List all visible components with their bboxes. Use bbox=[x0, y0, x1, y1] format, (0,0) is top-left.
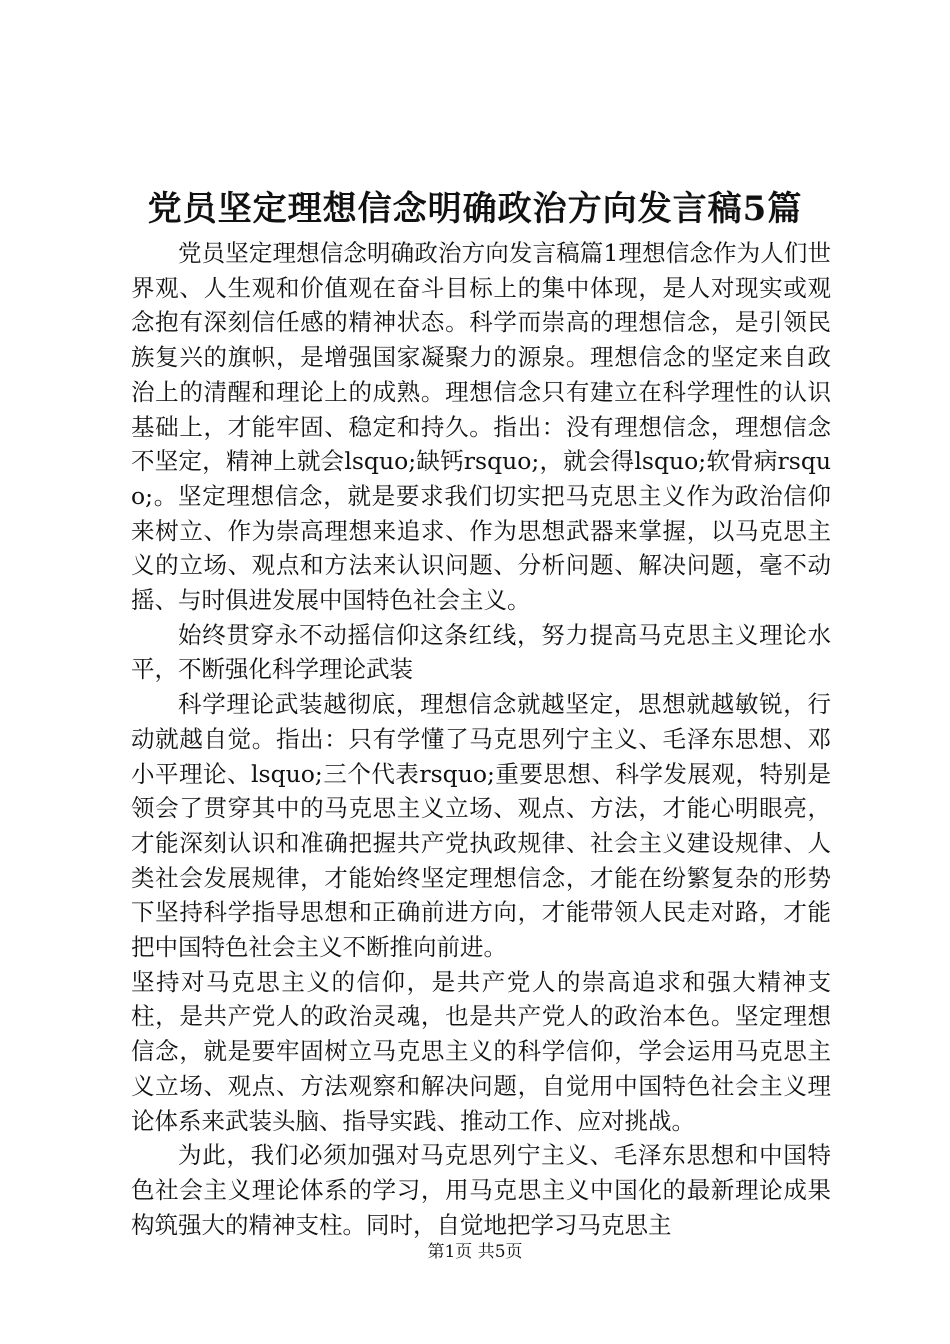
paragraph-theory-armament: 科学理论武装越彻底，理想信念就越坚定，思想就越敏锐，行动就越自觉。指出：只有学懂了马克思列宁主义、毛泽东思想、邓小平理论、lsquo;三个代表rsquo;重要思想、科学发展观，特别是领会了贯穿其中的马克思主义立场、观点、方法，才能心明眼亮，才能深刻认识和准确把握共产党执政规律、社会主义建设规律、人类社会发展规律，才能始终坚定理想信念，才能在纷繁复杂的形势下坚持科学指导思想和正确前进方向，才能带领人民走对路，才能把中国特色社会主义不断推向前进。 bbox=[131, 690, 831, 962]
paragraph-study: 为此，我们必须加强对马克思列宁主义、毛泽东思想和中国特色社会主义理论体系的学习，用马克思主义中国化的最新理论成果构筑强大的精神支柱。同时，自觉地把学习马克思主 bbox=[131, 1141, 831, 1239]
paragraph-intro: 党员坚定理想信念明确政治方向发言稿篇1理想信念作为人们世界观、人生观和价值观在奋斗目标上的集中体现，是人对现实或观念抱有深刻信任感的精神状态。科学而崇高的理想信念，是引领民族复兴的旗帜，是增强国家凝聚力的源泉。理想信念的坚定来自政治上的清醒和理论上的成熟。理想信念只有建立在科学理性的认识基础上，才能牢固、稳定和持久。指出：没有理想信念，理想信念不坚定，精神上就会lsquo;缺钙rsquo;，就会得lsquo;软骨病rsquo;。坚定理想信念，就是要求我们切实把马克思主义作为政治信仰来树立、作为崇高理想来追求、作为思想武器来掌握，以马克思主义的立场、观点和方法来认识问题、分析问题、解决问题，毫不动摇、与时俱进发展中国特色社会主义。 bbox=[131, 239, 831, 615]
document-title: 党员坚定理想信念明确政治方向发言稿5篇 bbox=[147, 189, 803, 229]
document-body bbox=[131, 236, 831, 1242]
page-number-footer: 第1页 共5页 bbox=[427, 1242, 523, 1262]
paragraph-marxism-belief: 坚持对马克思主义的信仰，是共产党人的崇高追求和强大精神支柱，是共产党人的政治灵魂，也是共产党人的政治本色。坚定理想信念，就是要牢固树立马克思主义的科学信仰，学会运用马克思主义立场、观点、方法观察和解决问题，自觉用中国特色社会主义理论体系来武装头脑、指导实践、推动工作、应对挑战。 bbox=[131, 967, 831, 1135]
paragraph-red-line: 始终贯穿永不动摇信仰这条红线，努力提高马克思主义理论水平，不断强化科学理论武装 bbox=[131, 620, 831, 684]
